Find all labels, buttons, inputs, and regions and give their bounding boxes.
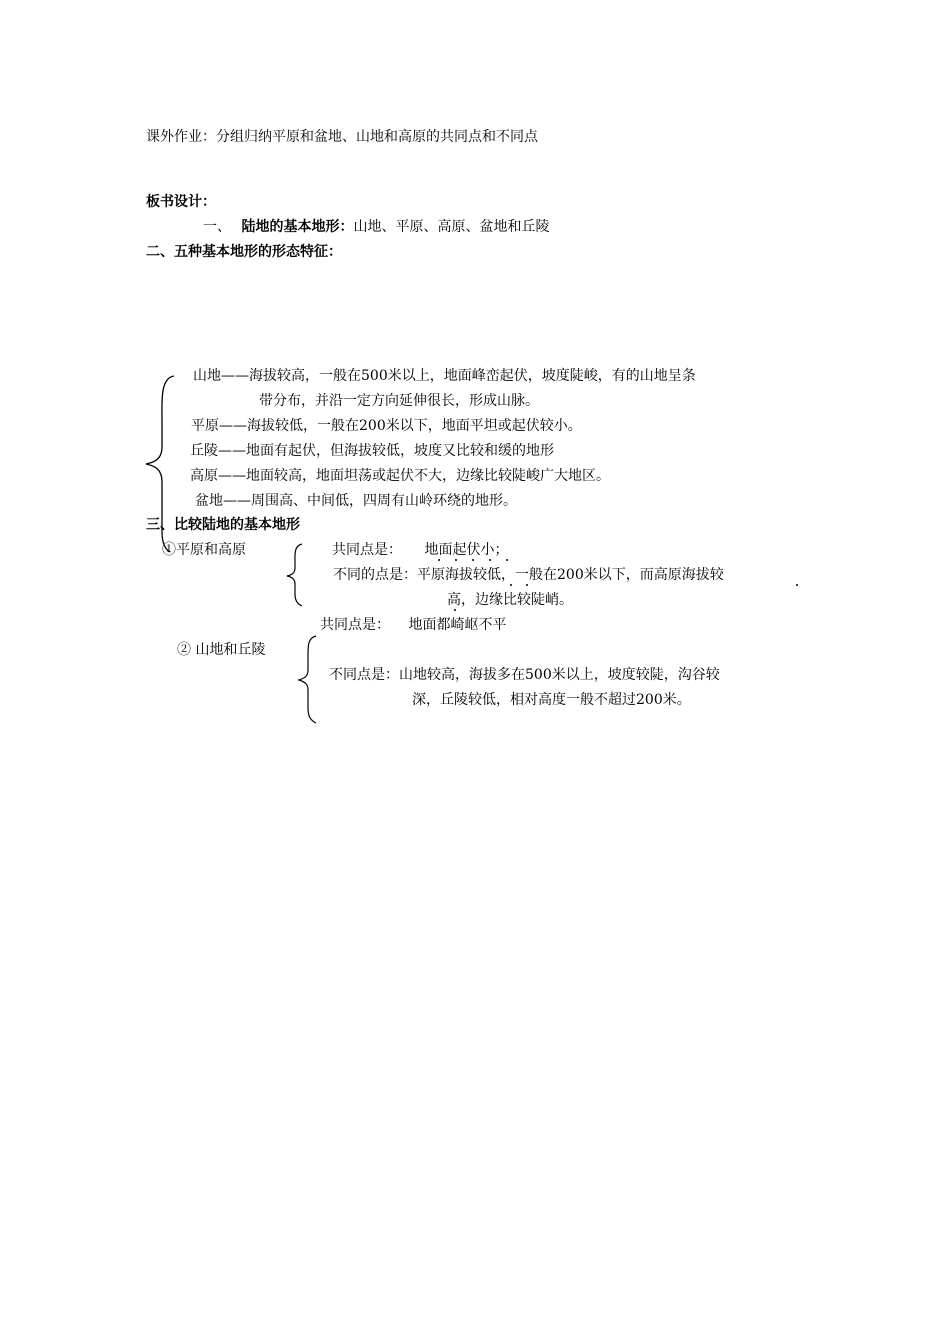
compare-1-label: ①平原和高原 (162, 542, 246, 558)
compare-2-common-text: 地面都崎岖不平 (408, 617, 507, 633)
compare-2-label: ② 山地和丘陵 (177, 642, 266, 658)
section-3-number: 三、 (146, 517, 174, 533)
emphasis-dot (510, 584, 512, 586)
compare-2-common-label: 共同点是： (320, 617, 390, 633)
compare-2-diff-label: 不同点是： (329, 667, 399, 683)
emphasis-dot (506, 559, 508, 561)
compare-1-diff-line-1 (333, 566, 724, 584)
compare-2-diff-line-2: 深，丘陵较低，相对高度一般不超过200米。 (412, 692, 691, 708)
section-1-title: 陆地的基本地形： (241, 219, 354, 235)
section-3-heading (146, 516, 300, 534)
landform-hill: 丘陵——地面有起伏，但海拔较低，坡度又比较和缓的地形 (190, 443, 554, 459)
emphasis-dot (438, 559, 440, 561)
section-1-number: 一、 (203, 219, 231, 235)
landform-basin: 盆地——周围高、中间低，四周有山岭环绕的地形。 (195, 493, 517, 509)
compare-1-common (332, 541, 508, 559)
emphasis-dot (796, 584, 798, 586)
landform-plain: 平原——海拔较低，一般在200米以下，地面平坦或起伏较小。 (191, 418, 582, 434)
compare-2-diff-line-1 (329, 666, 720, 684)
compare-2-diff-text-1: 山地较高，海拔多在500米以上，坡度较陡，沟谷较 (399, 667, 720, 683)
compare-1-common-label: 共同点是： (332, 542, 402, 558)
emphasis-dot (454, 609, 456, 611)
landform-mountain-line-1: 山地——海拔较高，一般在500米以上，地面峰峦起伏，坡度陡峻，有的山地呈条 (193, 368, 696, 384)
emphasis-dot (472, 559, 474, 561)
landform-mountain-line-2: 带分布，并沿一定方向延伸很长，形成山脉。 (259, 393, 539, 409)
compare-1-brace (284, 542, 306, 608)
section-3-title: 比较陆地的基本地形 (174, 517, 300, 533)
compare-1-common-text: 地面起伏小； (424, 542, 509, 558)
compare-2-brace (296, 634, 320, 726)
board-heading: 板书设计： (146, 194, 216, 210)
emphasis-dot (526, 584, 528, 586)
compare-2-common (320, 616, 506, 634)
compare-1-diff-text-1: 平原海拔较低，一般在200米以下，而高原海拔较 (417, 567, 724, 583)
compare-1-diff-label: 不同的点是： (333, 567, 417, 583)
homework-line: 课外作业：分组归纳平原和盆地、山地和高原的共同点和不同点 (146, 129, 538, 145)
landform-plateau: 高原——地面较高，地面坦荡或起伏不大，边缘比较陡峻广大地区。 (190, 468, 610, 484)
section-2-heading: 二、五种基本地形的形态特征： (146, 244, 342, 260)
section-1 (203, 218, 549, 236)
section-1-text: 山地、平原、高原、盆地和丘陵 (353, 219, 550, 235)
emphasis-dot (489, 559, 491, 561)
compare-1-diff-line-2: 高，边缘比较陡峭。 (447, 592, 573, 608)
emphasis-dot (455, 559, 457, 561)
